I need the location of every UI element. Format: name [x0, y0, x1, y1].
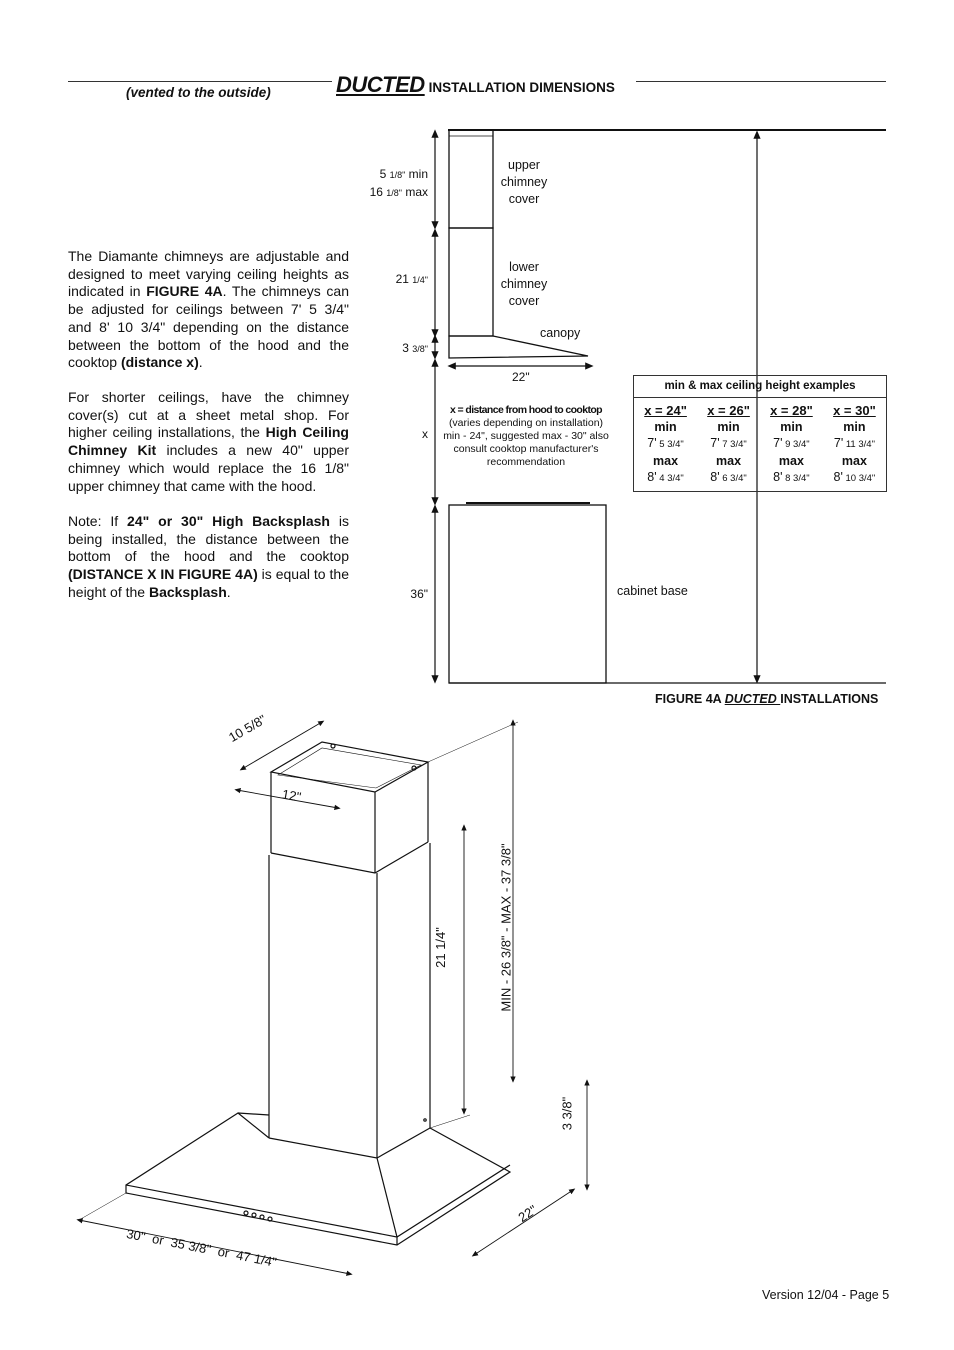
dim-canopy-height: 3 3/8"	[402, 341, 428, 355]
ceiling-col-30: x = 30" min 7' 11 3/4" max 8' 10 3/4"	[833, 403, 876, 484]
hood-dim-total: MIN - 26 3/8" - MAX - 37 3/8"	[498, 843, 514, 1012]
dim-x-label: x	[422, 427, 428, 441]
distance-x-note: x = distance from hood to cooktop (varies depending on installation) min - 24", suggested max - 30" also consult cooktop manufacturer's recommendation	[443, 404, 609, 468]
intro-paragraph-1: The Diamante chimneys are adjustable and designed to meet varying ceiling heights as indicated in FIGURE 4A. The chimneys can be adjusted for ceilings between 7' 5 3/4" and 8' 10 3/4" depending on the distance between the bottom of the hood and the cooktop (distance x).	[68, 248, 349, 371]
ceiling-col-24: x = 24" min 7' 5 3/4" max 8' 4 3/4"	[644, 403, 687, 484]
title-ducted: DUCTED	[336, 72, 425, 97]
cabinet-base-shape	[449, 505, 606, 683]
hood-dim-width: 30" or 35 3/8" or 47 1/4"	[125, 1226, 278, 1270]
page-footer: Version 12/04 - Page 5	[762, 1288, 890, 1302]
ceiling-table-title: min & max ceiling height examples	[634, 376, 887, 398]
dim-lower-chimney: 21 1/4"	[395, 272, 428, 286]
dim-base-height: 36"	[410, 587, 428, 601]
lower-chimney-shape	[449, 228, 493, 336]
canopy-label: canopy	[540, 326, 581, 340]
intro-paragraph-2: For shorter ceilings, have the chimney cover(s) cut at a sheet metal shop. For higher ceiling installations, the High Ceiling Chimney Kit includes a new 40" upper chimney which would replace the 16 1/8" upper chimney that came with the hood.	[68, 389, 349, 494]
hood-isometric-drawing	[126, 742, 510, 1245]
dim-upper-max: 16 1/8" max	[369, 185, 428, 199]
intro-paragraph-3: Note: If 24" or 30" High Backsplash is being installed, the distance between the bottom of the hood and the cooktop (DISTANCE X IN FIGURE 4A) is equal to the height of the Backsplash.	[68, 513, 350, 600]
cabinet-base-label: cabinet base	[617, 584, 688, 598]
dim-width-22: 22"	[512, 370, 530, 384]
hood-dim-chimney: 21 1/4"	[432, 927, 448, 968]
hood-dim-side: 22"	[515, 1202, 540, 1225]
ceiling-height-table	[633, 375, 887, 492]
ceiling-col-26: x = 26" min 7' 7 3/4" max 8' 6 3/4"	[707, 403, 750, 484]
hood-dim-canopy: 3 3/8"	[559, 1096, 575, 1131]
upper-chimney-label: upper chimney cover	[500, 158, 548, 206]
figure-4a-caption: FIGURE 4A DUCTED INSTALLATIONS	[655, 692, 879, 706]
dim-upper-min: 5 1/8" min	[379, 167, 428, 181]
hood-dim-depth: 12"	[280, 786, 303, 805]
upper-chimney-shape	[449, 130, 493, 228]
lower-chimney-label: lower chimney cover	[500, 260, 548, 308]
title-rest: INSTALLATION DIMENSIONS	[428, 80, 615, 95]
hood-dim-top: 10 5/8"	[226, 711, 269, 745]
page-subtitle: (vented to the outside)	[126, 85, 271, 100]
ceiling-col-28: x = 28" min 7' 9 3/4" max 8' 8 3/4"	[770, 403, 813, 484]
